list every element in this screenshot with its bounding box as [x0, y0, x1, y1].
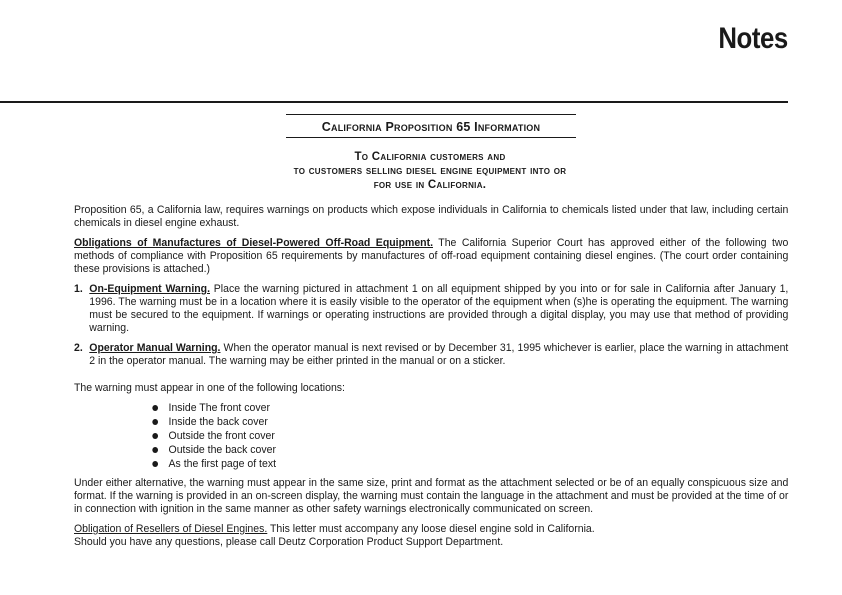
list-item-text: Inside the back cover	[168, 416, 268, 428]
bullet-icon	[152, 433, 158, 439]
locations-list	[74, 401, 788, 471]
list-item-text: Outside the back cover	[168, 444, 276, 456]
list-item	[152, 401, 788, 415]
document-body	[74, 204, 788, 549]
item-label: Operator Manual Warning.	[89, 342, 221, 354]
resellers-paragraph	[74, 523, 788, 536]
section-title: California Proposition 65 Information	[286, 114, 576, 138]
closing-paragraph: Should you have any questions, please call Deutz Corporation Product Support Department.	[74, 536, 504, 548]
item-body: When the operator manual is next revised or by December 31, 1995 whichever is earlier, place the warning in attachment 2 in the operator manual. The warning may be either printed in the manual or on a sticker.	[89, 342, 789, 367]
list-item	[152, 457, 788, 471]
alternative-paragraph: Under either alternative, the warning must appear in the same size, print and format as the attachment selected or be of an equally conspicuous size and format. If the warning is provided in an on-screen display, the warning must contain the language in the attachment and must be provided at the time of or in connection with ignition in the same manner as other safety warnings electronically communicated on screen.	[74, 477, 789, 515]
list-item-text: Inside The front cover	[168, 402, 270, 414]
obligations-label: Obligations of Manufactures of Diesel-Powered Off-Road Equipment.	[74, 237, 434, 249]
item-number: 2.	[74, 342, 83, 354]
intro-paragraph: Proposition 65, a California law, requires warnings on products which expose individuals in California to chemicals listed under that law, including certain chemicals in diesel engine exhaust.	[74, 204, 789, 229]
section-subtitle	[180, 150, 680, 192]
list-item	[152, 443, 788, 457]
bullet-icon	[152, 461, 158, 467]
obligations-text: The California Superior Court has approved either of the following two methods of compliance with Proposition 65 requirements by manufactures of off-road equipment containing diesel engines. (The court order containing these provisions is attached.)	[74, 237, 789, 275]
bullet-icon	[152, 447, 158, 453]
item-label: On-Equipment Warning.	[89, 283, 210, 295]
item-number: 1.	[74, 283, 83, 295]
list-item-text: As the first page of text	[168, 458, 276, 470]
item-text	[89, 342, 788, 368]
numbered-item	[74, 283, 788, 335]
item-body: Place the warning pictured in attachment 1 on all equipment shipped by you into or for sale in California after January 1, 1996. The warning must be in a location where it is easily visible to the operator of the equipment when (s)he is operating the equipment. The warning must be secured to the equipment. If warnings or operating instructions are provided through a digital display, you may use that method of providing warning.	[89, 283, 789, 334]
resellers-label: Obligation of Resellers of Diesel Engines.	[74, 523, 268, 535]
list-item-text: Outside the front cover	[168, 430, 275, 442]
bullet-icon	[152, 419, 158, 425]
subtitle-line: To California customers and	[354, 151, 506, 163]
list-item	[152, 415, 788, 429]
bullet-icon	[152, 405, 158, 411]
page-title: Notes	[718, 22, 788, 55]
subtitle-line: for use in California.	[373, 179, 487, 191]
list-item	[152, 429, 788, 443]
item-text	[89, 283, 788, 335]
resellers-text: This letter must accompany any loose diesel engine sold in California.	[267, 523, 595, 535]
numbered-item	[74, 342, 788, 368]
header-divider	[0, 101, 788, 103]
subtitle-line: to customers selling diesel engine equipment into or	[293, 165, 567, 177]
obligations-paragraph	[74, 237, 788, 276]
locations-intro: The warning must appear in one of the following locations:	[74, 382, 345, 394]
